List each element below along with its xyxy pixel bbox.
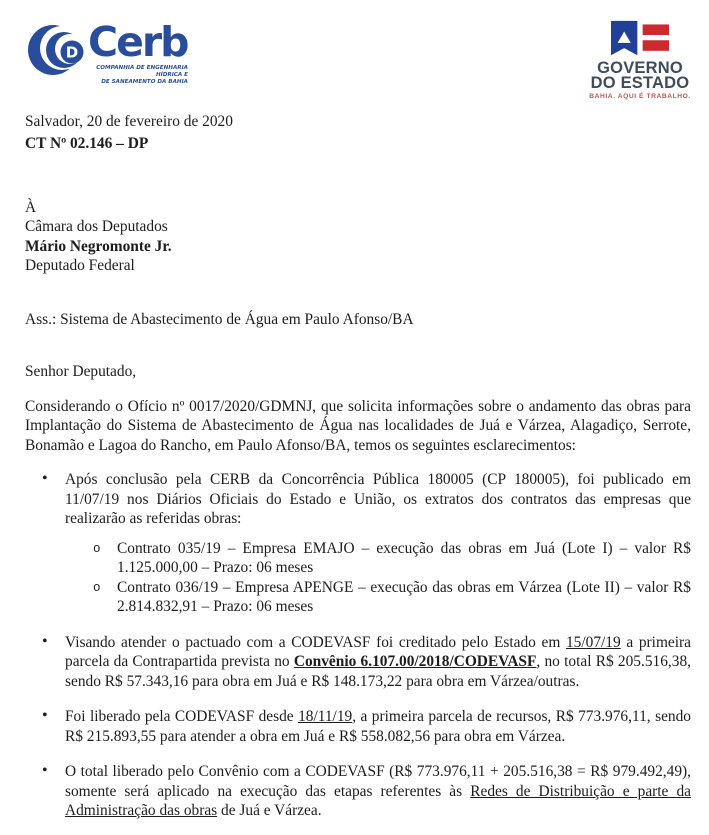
- governo-tagline: BAHIA. AQUI É TRABALHO.: [589, 93, 691, 100]
- sub-bullet-1-text: Contrato 035/19 – Empresa EMAJO – execução das obras em Juá (Lote I) – valor R$ 1.125.000,00 – Prazo: 06 meses: [117, 539, 691, 577]
- cerb-wordmark: Cerb: [88, 18, 188, 66]
- bullet-icon: •: [42, 632, 48, 650]
- governo-name: [586, 61, 694, 91]
- bullet-item-1: [42, 470, 691, 617]
- bullet-item-4: [42, 762, 691, 821]
- greeting-line: Senhor Deputado,: [25, 363, 137, 380]
- cerb-tagline-line2: DE SANEAMENTO DA BAHIA: [101, 79, 188, 85]
- governo-name-line2: DO ESTADO: [590, 74, 690, 92]
- date-block: [25, 112, 691, 154]
- governo-bahia-logo: [586, 20, 694, 100]
- addressee-to: À: [25, 198, 37, 216]
- bullet-item-3: [42, 707, 691, 746]
- letter-body: [25, 112, 691, 821]
- bullet-item-2: [42, 632, 691, 692]
- addressee-block: [25, 198, 691, 276]
- bullet-1-text: Após conclusão pela CERB da Concorrência Pública 180005 (CP 180005), foi publicado em 11/07/19 nos Diários Oficiais do Estado e União, os extratos dos contratos das empresas que realizarão as referidas obras:: [65, 471, 691, 528]
- bullet-icon: •: [42, 762, 48, 780]
- cerb-tagline: [88, 65, 188, 86]
- cerb-tagline-line1: COMPANHIA DE ENGENHARIA HÍDRICA E: [96, 65, 188, 78]
- svg-text:D: D: [65, 43, 79, 62]
- bullet-3-text: Foi liberado pela CODEVASF desde 18/11/19, a primeira parcela de recursos, R$ 773.976,11, sendo R$ 215.893,55 para atender a obra em Juá e R$ 558.082,56 para obra em Várzea.: [65, 708, 691, 745]
- addressee-org: Câmara dos Deputados: [25, 218, 168, 235]
- bahia-flag-icon: [611, 20, 669, 57]
- date-line: Salvador, 20 de fevereiro de 2020: [25, 113, 233, 130]
- subject-line: Ass.: Sistema de Abastecimento de Água em Paulo Afonso/BA: [25, 310, 414, 328]
- bullet-list: [25, 470, 691, 821]
- sub-bullet-item-1: [93, 539, 691, 578]
- addressee-role: Deputado Federal: [25, 257, 135, 274]
- sub-bullet-icon: o: [93, 580, 101, 595]
- sub-bullet-icon: o: [93, 541, 101, 556]
- governo-name-line1: GOVERNO: [597, 59, 683, 77]
- bullet-4-text: O total liberado pelo Convênio com a CODEVASF (R$ 773.976,11 + 205.516,38 = R$ 979.492,49), somente será aplicado na execução das etapas referentes às Redes de Distribuição e parte da Administração das obras de Juá e Várzea.: [65, 763, 691, 820]
- contracts-sublist: [65, 539, 691, 617]
- bullet-2-text: Visando atender o pactuado com a CODEVASF foi creditado pelo Estado em 15/07/19 a primeira parcela da Contrapartida prevista no Convênio 6.107.00/2018/CODEVASF, no total R$ 205.516,38, sendo R$ 57.343,16 para obra em Juá e R$ 148.173,22 para obra em Várzea/outras.: [65, 633, 691, 690]
- bullet-icon: •: [42, 707, 48, 725]
- sub-bullet-2-text: Contrato 036/19 – Empresa APENGE – execução das obras em Várzea (Lote II) – valor R$ 2.814.832,91 – Prazo: 06 meses: [117, 578, 691, 616]
- sub-bullet-item-2: [93, 578, 691, 617]
- cerb-logo: [28, 16, 188, 86]
- bullet-icon: •: [42, 470, 48, 488]
- intro-paragraph: Considerando o Ofício nº 0017/2020/GDMNJ, que solicita informações sobre o andamento das obras para Implantação do Sistema de Abastecimento de Água nas localidades de Juá e Várzea, Alagadiço, Serrote, Bonamão e Lagoa do Rancho, em Paulo Afonso/BA, temos os seguintes esclarecimentos:: [25, 397, 691, 454]
- cerb-logo-text: [88, 16, 188, 86]
- cerb-emblem-icon: [28, 16, 86, 84]
- reference-number: CT Nº 02.146 – DP: [25, 135, 149, 152]
- addressee-name: Mário Negromonte Jr.: [25, 237, 172, 255]
